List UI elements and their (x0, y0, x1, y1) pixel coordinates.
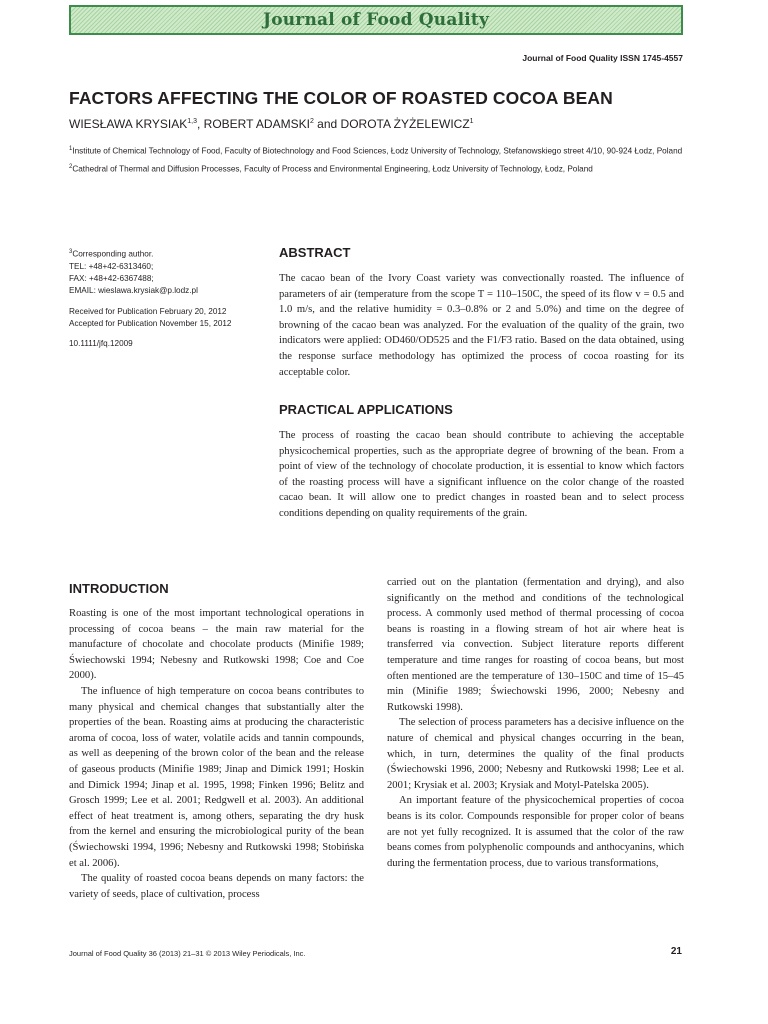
article-title: FACTORS AFFECTING THE COLOR OF ROASTED COCOA BEAN (69, 88, 613, 108)
accepted-date: Accepted for Publication November 15, 2012 (69, 318, 232, 328)
page-number: 21 (670, 946, 682, 957)
corresponding-label: Corresponding author. (72, 249, 154, 259)
intro-paragraph: carried out on the plantation (fermentation and drying), and also significantly on the method and conditions of the technological process. A commonly used method of thermal processing of cocoa beans is roasting in a flowing stream of hot air where heat is transferred via convection. Subject literature reports different temperature and time ranges for roasting of cocoa beans, but most often mentioned are the temperature of 130–150C and time of 15–45 min (Minifie 1989; Świechowski 1996, 2000; Nebesny and Rutkowski 1998). (387, 577, 684, 713)
intro-paragraph: An important feature of the physicochemical properties of cocoa beans is its color. Compounds responsible for proper color of beans are not yet fully recognized. It is assumed that the color of the raw beans comes from polyphenolic compounds and anthocyanins, which during the fermentation process, due to various transformations, (387, 795, 684, 869)
author-affil-sup: 1 (469, 118, 474, 125)
abstract-heading: ABSTRACT (279, 245, 351, 260)
intro-paragraph: The influence of high temperature on cocoa beans contributes to many physical and chemical changes that substantially alter the properties of the bean. Roasting aims at producing the characteristic aroma of cocoa, loss of water, volatile acids and tannin compounds, as well as deepening of the brown color of the bean and the release of gaseous products (Minifie 1989; Jinap and Dimick 1991; Hoskin and Dimick 1994; Jinap et al. 1995, 1998; Finken 1996; Belitz and Grosch 1999; Lee et al. 2001; Redgwell et al. 2003). An additional effect of heat treatment is, among others, separating the dry husk from the kernel and ensuring the microbiological purity of the bean (Świechowski 1994, 1996; Nebesny and Rutkowski 1998; Stobińska et al. 2006). (69, 685, 364, 869)
author-name: WIESŁAWA KRYSIAK (69, 117, 188, 131)
author-name: DOROTA ŻYŻELEWICZ (340, 117, 470, 131)
footer-citation: Journal of Food Quality 36 (2013) 21–31 © 2013 Wiley Periodicals, Inc. (69, 949, 306, 958)
journal-banner-title: Journal of Food Quality (262, 10, 490, 30)
introduction-column-1 (69, 606, 364, 902)
author-list (69, 117, 474, 131)
affiliation-item (69, 161, 689, 176)
affiliations (69, 143, 689, 179)
intro-paragraph: The quality of roasted cocoa beans depends on many factors: the variety of seeds, place of cultivation, process (69, 873, 364, 900)
email-line: EMAIL: wieslawa.krysiak@p.lodz.pl (69, 286, 198, 296)
abstract-paragraph: The cacao bean of the Ivory Coast variety was convectionally roasted. The influence of parameters of air (temperature from the scope T = 110–150C, the speed of its flow v = 0.5 and 1.0 m/s, and the relative humidity = 0.3–0.8% or 2 and 5.0%) and time on the degree of browning of the cacao bean was analyzed. For the evaluation of the quality of the grain, two indicators were applied: OD460/OD525 and the F1/F3 ratio. Based on the data obtained, using the response surface methodology has optimized the process of cocoa roasting for its acceptable color. (279, 273, 684, 378)
intro-paragraph: Roasting is one of the most important technological operations in processing of cocoa beans – the main raw material for the manufacture of chocolate and chocolate products (Minifie 1989; Świechowski 1994; Nebesny and Rutkowski 1998; Coe and Coe 2000). (69, 608, 364, 682)
fax-line: FAX: +48+42-6367488; (69, 274, 154, 284)
affiliation-text: Institute of Chemical Technology of Food, Faculty of Biotechnology and Food Sciences, Łodz University of Technology, Stefanowskiego street 4/10, 90-924 Łodz, Poland (72, 146, 683, 156)
introduction-heading: INTRODUCTION (69, 581, 169, 596)
practical-heading: PRACTICAL APPLICATIONS (279, 402, 453, 417)
affiliation-text: Cathedral of Thermal and Diffusion Processes, Faculty of Process and Environmental Engineering, Łodz University of Technology, Łodz, Poland (72, 164, 593, 174)
author-affil-sup: 1,3 (187, 118, 197, 125)
tel-line: TEL: +48+42-6313460; (69, 261, 154, 271)
practical-paragraph: The process of roasting the cacao bean should contribute to achieving the acceptable physicochemical properties, such as the appropriate degree of browning of the bean. From a point of view of the technology of chocolate production, it is essential to know which factors of the roasting process will have a significant influence on the color change of the roasted cacao bean. It will allow one to predict changes in roasted bean and to select process conditions depending on quality requirements of the grain. (279, 430, 684, 519)
affiliation-item (69, 143, 689, 158)
received-date: Received for Publication February 20, 2012 (69, 306, 227, 316)
author-affil-sup: 2 (309, 118, 314, 125)
abstract-text (279, 271, 684, 380)
journal-banner (69, 5, 683, 35)
article-info-sidebar (69, 246, 269, 350)
corresponding-author (69, 246, 269, 261)
practical-text (279, 428, 684, 522)
author-name: ROBERT ADAMSKI (203, 117, 310, 131)
author-separator: and (313, 117, 341, 131)
issn-line: Journal of Food Quality ISSN 1745-4557 (522, 53, 683, 63)
introduction-column-2 (387, 575, 684, 871)
corresponding-sup: 3 (69, 249, 73, 255)
author-separator: , (197, 117, 204, 131)
doi: 10.1111/jfq.12009 (69, 338, 133, 348)
affiliation-sup: 1 (69, 146, 73, 152)
intro-paragraph: The selection of process parameters has a decisive influence on the nature of chemical and physical changes occurring in the bean, which, in turn, determines the quality of the final products (Świechowski 1996, 2000; Nebesny and Rutkowski 1998; Lee et al. 2001; Krysiak et al. 2003; Krysiak and Motyl-Patelska 2005). (387, 717, 684, 791)
affiliation-sup: 2 (69, 164, 73, 171)
